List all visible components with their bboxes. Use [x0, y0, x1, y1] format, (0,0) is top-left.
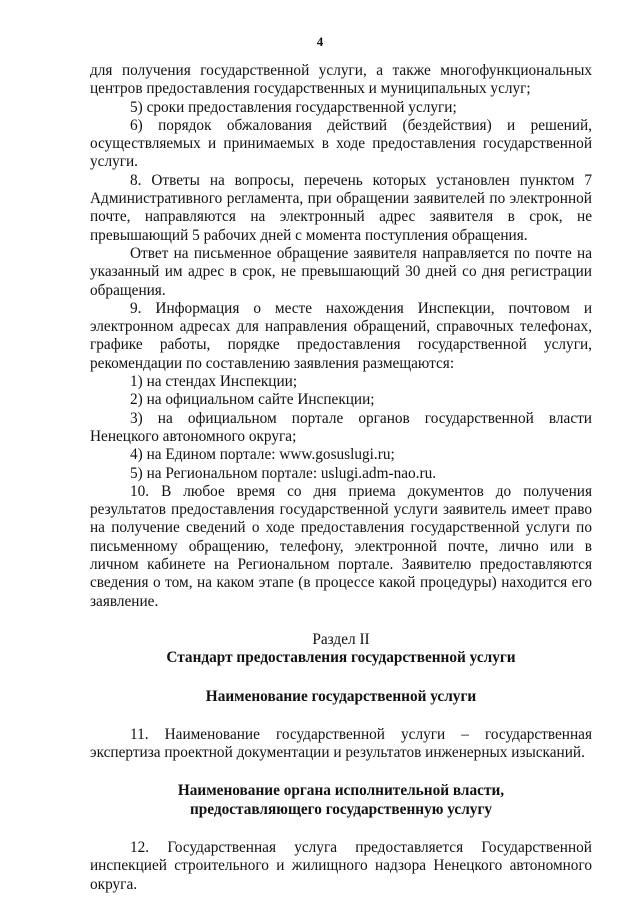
paragraph-11: 11. Наименование государственной услуги – государственная экспертиза проектной документации и результатов инженерных изысканий.: [90, 725, 592, 762]
subsection-title-service-name: Наименование государственной услуги: [205, 687, 477, 705]
list-item-regional-portal: 5) на Региональном портале: uslugi.adm-nao.ru.: [130, 464, 437, 482]
paragraph-continuation: для получения государственной услуги, а также многофункциональных центров предоставления государственных и муниципальных услуг;: [90, 62, 592, 98]
section-title: Стандарт предоставления государственной услуги: [166, 649, 516, 667]
list-item-website: 2) на официальном сайте Инспекции;: [130, 391, 375, 409]
paragraph-8: 8. Ответы на вопросы, перечень которых установлен пунктом 7 Административного регламента, при обращении заявителей по электронной почте, направляются на электронный адрес заявителя в срок, не превышающий 5 рабочих дней с момента поступления обращения.: [90, 171, 592, 244]
list-item-5: 5) сроки предоставления государственной услуги;: [130, 98, 457, 116]
subsection-title-authority-line1: Наименование органа исполнительной власти,: [177, 782, 505, 800]
page-content: [90, 62, 592, 894]
paragraph-written-reply: Ответ на письменное обращение заявителя направляется по почте на указанный им адрес в срок, не превышающий 30 дней со дня регистрации обращения.: [90, 244, 592, 299]
list-item-stands: 1) на стендах Инспекции;: [130, 373, 298, 391]
section-label: Раздел II: [312, 630, 370, 648]
paragraph-9: 9. Информация о месте нахождения Инспекции, почтовом и электронном адресах для направления обращений, справочных телефонах, графике работы, порядке предоставления государственной услуги, рекомендации по составлению заявления размещаются:: [90, 299, 592, 372]
paragraph-10: 10. В любое время со дня приема документов до получения результатов предоставления государственной услуги заявитель имеет право на получение сведений о ходе предоставления государственной услуги по письменному обращению, телефону, электронной почте, лично или в личном кабинете на Региональном портале. Заявителю предоставляются сведения о том, на каком этапе (в процессе какой процедуры) находится его заявление.: [90, 482, 592, 610]
page-number: 4: [316, 34, 324, 49]
list-item-official-portal: 3) на официальном портале органов государственной власти Ненецкого автономного округа;: [90, 409, 592, 445]
list-item-unified-portal: 4) на Едином портале: www.gosuslugi.ru;: [130, 446, 395, 464]
paragraph-12: 12. Государственная услуга предоставляется Государственной инспекцией строительного и жилищного надзора Ненецкого автономного округа.: [90, 838, 592, 893]
subsection-title-authority-line2: предоставляющего государственную услугу: [189, 800, 493, 818]
list-item-6: 6) порядок обжалования действий (бездействия) и решений, осуществляемых и принимаемых в ходе предоставления государственной услуги.: [90, 116, 592, 171]
